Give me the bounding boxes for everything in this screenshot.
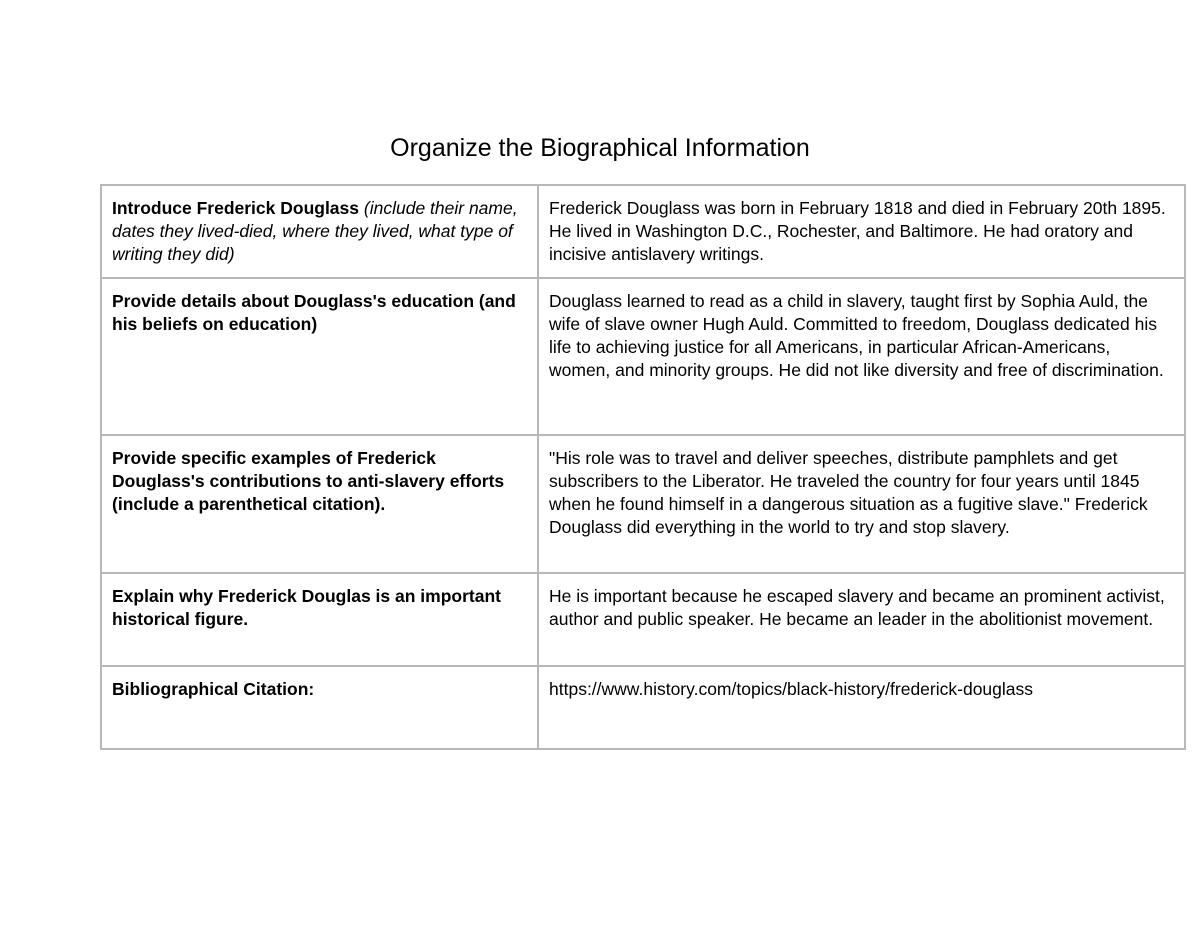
citation-url[interactable]: https://www.history.com/topics/black-history/frederick-douglass xyxy=(538,666,1185,749)
table-row xyxy=(101,666,1185,749)
prompt-cell: Provide specific examples of Frederick Douglass's contributions to anti-slavery efforts (include a parenthetical citation). xyxy=(101,435,538,573)
answer-cell[interactable]: He is important because he escaped slavery and became an prominent activist, author and public speaker. He became an leader in the abolitionist movement. xyxy=(538,573,1185,666)
answer-cell[interactable]: Douglass learned to read as a child in slavery, taught first by Sophia Auld, the wife of slave owner Hugh Auld. Committed to freedom, Douglass dedicated his life to achieving justice for all Americans, in particular African-Americans, women, and minority groups. He did not like diversity and free of discrimination. xyxy=(538,278,1185,435)
biography-table xyxy=(100,184,1186,750)
table-row xyxy=(101,435,1185,573)
prompt-cell xyxy=(101,185,538,278)
prompt-cell: Explain why Frederick Douglas is an important historical figure. xyxy=(101,573,538,666)
answer-cell[interactable]: "His role was to travel and deliver speeches, distribute pamphlets and get subscribers to the Liberator. He traveled the country for four years until 1845 when he found himself in a dangerous situation as a fugitive slave." Frederick Douglass did everything in the world to try and stop slavery. xyxy=(538,435,1185,573)
page-title: Organize the Biographical Information xyxy=(390,134,810,162)
prompt-note: (include their name, dates they lived-died, where they lived, what type of writing they did) xyxy=(112,198,518,264)
prompt-text: Introduce Frederick Douglass xyxy=(112,198,360,218)
prompt-cell: Provide details about Douglass's education (and his beliefs on education) xyxy=(101,278,538,435)
table-row xyxy=(101,185,1185,278)
prompt-cell: Bibliographical Citation: xyxy=(101,666,538,749)
table-row xyxy=(101,278,1185,435)
table-row xyxy=(101,573,1185,666)
answer-cell[interactable]: Frederick Douglass was born in February 1818 and died in February 20th 1895. He lived in Washington D.C., Rochester, and Baltimore. He had oratory and incisive antislavery writings. xyxy=(538,185,1185,278)
